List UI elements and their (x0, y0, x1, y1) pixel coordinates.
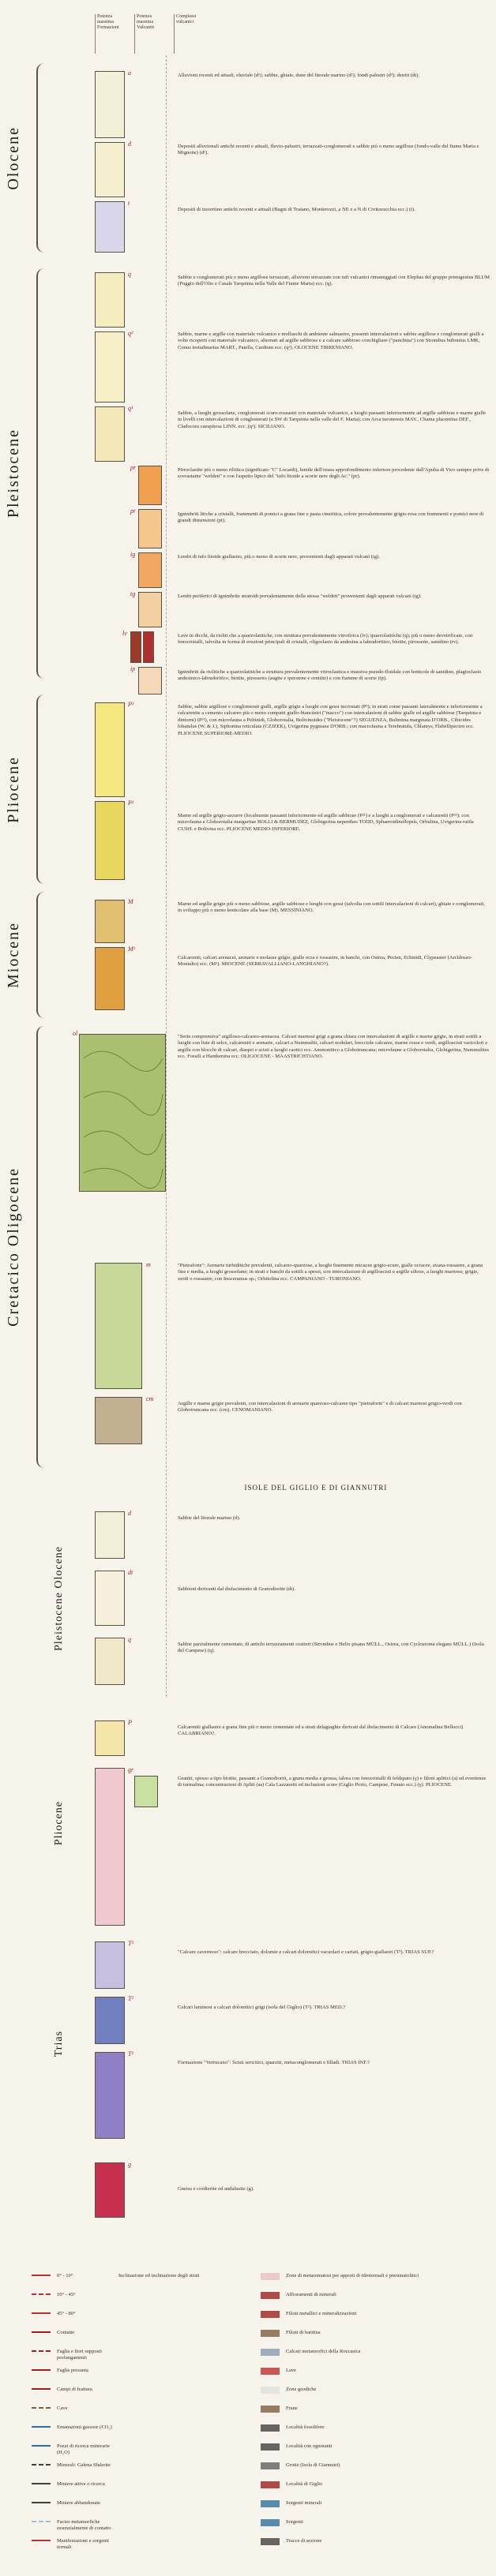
swatch-ig (138, 552, 162, 588)
brace-miocene (36, 892, 47, 1018)
legend-item-label: Faglia presunta (57, 2368, 88, 2373)
legend-item-label: Miniere abbandonate (57, 2500, 101, 2506)
legend-symbol-icon (261, 2500, 280, 2507)
code-q1: q¹ (128, 405, 133, 412)
swatch-isl-dt (95, 1571, 125, 1626)
legend-item-label: Facies metamorfiche essenzialmente di contatto (57, 2519, 111, 2531)
swatch-isl-gneiss (95, 2162, 125, 2218)
code-isl-g: g (128, 2161, 131, 2168)
swatch-isl-t3 (95, 1941, 125, 1989)
swatch-isl-q (95, 1638, 125, 1685)
legend-item-label: 10° - 45° (57, 2292, 76, 2297)
legend-symbol-icon (261, 2387, 280, 2394)
legend-symbol-icon (32, 2293, 51, 2302)
legend-symbol-icon (261, 2311, 280, 2318)
era-small-pleist-olocene: Pleistocene Olocene (53, 1545, 65, 1651)
legend-symbol-icon (261, 2349, 280, 2356)
legend-item-label: Pozzi di ricerca minerarie (H₂O) (57, 2443, 110, 2455)
era-small-pliocene: Pliocene (53, 1800, 65, 1846)
legend-symbol-icon (261, 2273, 280, 2280)
code-pr: pr (130, 464, 137, 471)
swatch-lv2 (143, 631, 154, 663)
desc-isl-t1: Formazione "Verrucano": Scisti sericitici, quarziti, metaconglomerati e filladi. TRIAS INF.? (178, 2060, 370, 2065)
desc-p3: Sabbie, sabbie argillose e conglomerati gialli, argille grigie a luoghi con gessi incrostati (P³); in strati come passanti lateralmente e inferiormente a calcarenite a cemento calcareo più o meno compatti giallo-biancastri ("macco") con intercalazioni di sabbie gialle ed argille sabbiose (Tarquinia e dintorni) (P³²), con microfauna a Peltinidi, Globorotalia, Bolivinoides ("Pleistocene"?) SEGUENZA, Bulimina marginata D'ORB., Cibicides lobatulus (W. & J.), Siphonina reticulata (CZJZEK), Uvigerina pygmaea D'ORB.; con macrofauna a Terebratula, Chlamys, Flabellipecten ecc. PLIOCENE SUPERIORE-MEDIO. (178, 704, 483, 736)
brace-pliocene (36, 695, 47, 884)
legend-symbol-icon (32, 2540, 51, 2548)
code-isl-t1: T¹ (128, 2050, 133, 2057)
swatch-cm (95, 1397, 142, 1444)
legend-item-label: Lave (286, 2368, 296, 2373)
desc-m1: Calcareniti, calcari arenacei, arenarie e molasse grigie, gialle ocra e rossastre, in banchi, con Ostrea, Pecten, Echinidi, Clypeaster (Arcidosso-Montalto) ecc. (M¹). MIOCENE (SERRAVALLIANO-LANGHIANO?). (178, 955, 472, 968)
code-isl-gr: gr (128, 1766, 134, 1773)
code-isl-dt: dt (128, 1569, 133, 1576)
swatch-t (95, 201, 125, 253)
swatch-d (95, 142, 125, 197)
code-m: M (128, 898, 133, 905)
legend-symbol-icon (261, 2443, 280, 2451)
swatch-p3 (95, 702, 125, 797)
swatch-m1 (95, 947, 125, 1010)
legend-symbol-icon (261, 2292, 280, 2299)
code-isl-p: P (128, 1719, 132, 1726)
header-col-complessi: Complessi vulcanici (174, 14, 212, 54)
legend-item-label: Zone geodiche (286, 2387, 317, 2392)
legend-symbol-icon (261, 2406, 280, 2413)
code-p3: P³ (128, 701, 134, 708)
desc-q1: Sabbie, a luoghi grossolane, conglomerati scuro-rossastri con materiale vulcanico, a luoghi passanti inferiormente ad argille sabbiose e marne gialle in livelli con intercalazioni di conglomerati (a SW di Tarquinia nella valle del F. Marta); con Arca turonensis MAY., Chama placentina DEF., Cladocora caespitosa LINN. ecc. (q¹). SICILIANO. (178, 410, 487, 429)
legend-item-label: Località fossilifere (286, 2424, 325, 2430)
swatch-q (95, 272, 125, 328)
flysch-texture (80, 1035, 165, 1191)
code-ip: ip (130, 665, 136, 672)
desc-pr: Pirroclastite più o meno rilittica (significato "C" Locardi), lentile dell'ossea approfondimento inferiore procedente dall'Apulia di Vico sempre prive di sovrastante "weldeti" e con l'aspetto lipico del "tufo litoide a scorie nere degli Ac." (pr). (178, 467, 490, 480)
code-m1: M¹ (128, 945, 136, 953)
legend-symbol-icon (32, 2445, 51, 2454)
legend-item-label: Faglia e fiori supposti prolungamenti (57, 2349, 102, 2361)
legend-symbol-icon (32, 2483, 51, 2492)
brace-oligocene (36, 1026, 47, 1468)
desc-isl-g: Gneiss e cordierite ed andalusite (g). (178, 2186, 254, 2192)
island-section-title: ISOLE DEL GIGLIO E DI GIANNUTRI (244, 1484, 388, 1492)
desc-a: Alluvioni recenti ed attuali, eluviale (d¹); sabbie, ghiaie, dune del litorale marino (d²); fondi palustri (d³); detriti (dt). (178, 73, 420, 78)
desc-q2: Sabbie, marne e argille con materiale vulcanico e molluschi di ambiente salmastro, possenti intercalazioni e sabbie argillose e conglomerati gialli a volte ricoperti con materiale vulcanico, alternati ad argille sabbiose e a calcare sabbioso conchigliare ("panchina") con Strombus bubonius LMK, Conus testudinarius MART., Patella, Cardium ecc. (q²). OLOCENE TIRRENIANO. (178, 331, 484, 350)
legend-item-label: Affioramenti di minerali (286, 2292, 336, 2297)
code-isl-d: d (128, 1510, 131, 1517)
swatch-isl-t2 (95, 1997, 125, 2044)
legend-item-label: Calcari metamorfici della Roccasica (286, 2349, 361, 2354)
legend-symbol-icon (32, 2369, 51, 2378)
code-isl-q: q (128, 1636, 131, 1643)
desc-isl-dt: Sabbioni derivanti dal disfacimento di Granodiorite (dt). (178, 1586, 295, 1592)
code-m-pietraforte: m (146, 1261, 151, 1268)
era-small-trias: Trias (53, 2031, 65, 2057)
legend-header (95, 14, 213, 54)
legend-item-label: Filoni metallici e mineralizzazioni (286, 2311, 357, 2316)
swatch-isl-d (95, 1511, 125, 1559)
era-pliocene: Pliocene (4, 755, 22, 823)
swatch-p2 (95, 801, 125, 880)
code-t: t (128, 200, 130, 207)
legend-item-label: Campi di frattura (57, 2387, 92, 2392)
legend-symbol-icon (261, 2538, 280, 2545)
legend-symbol-icon (261, 2368, 280, 2375)
era-olocene: Olocene (4, 125, 22, 190)
swatch-a (95, 71, 125, 138)
legend-symbol-icon (261, 2424, 280, 2432)
era-cretacico-oligocene: Cretacico Oligocene (4, 1167, 22, 1327)
legend-symbol-icon (32, 2407, 51, 2416)
swatch-isl-t1 (95, 2052, 125, 2139)
swatch-pr (138, 466, 162, 505)
header-col-vulcaniti: Potenza massima Vulcaniti (134, 14, 172, 54)
legend-dip-head: Inclinazione ed inclinazione degli strati (118, 2273, 200, 2278)
legend-item-label: Sorgenti minerali (286, 2500, 322, 2506)
legend-item-label: Minerali: Galena Sfalerite (57, 2462, 111, 2468)
legend-item-label: Località con ognotanti (286, 2443, 333, 2449)
legend-item-label: Emanazioni gassose (CO₂) (57, 2424, 112, 2430)
legend-symbol-icon (32, 2426, 51, 2435)
desc-pt: Ignimbriti litiche a cristalli, frammenti di pomici a grana fine e pasta cineritica, colore prevalentemente grigio-rosa con frammenti e pomici nere di grandi dimensioni (pt). (178, 511, 484, 524)
swatch-ip (138, 667, 162, 695)
legend-symbol-icon (32, 2312, 51, 2321)
legend-item-label: Contatto (57, 2330, 75, 2335)
code-p2: P² (128, 799, 134, 807)
swatch-ol (79, 1034, 166, 1192)
legend-symbol-icon (32, 2464, 51, 2473)
swatch-isl-granite (95, 1768, 125, 1926)
brace-pleistocene (36, 268, 47, 679)
legend-item-label: Grotte (Isola di Giannutri) (286, 2462, 340, 2468)
legend-symbol-icon (261, 2462, 280, 2469)
swatch-isl-aplite (134, 1776, 158, 1807)
desc-tg: Lembi periferici di ignimbrite stratoidi prevalentemente della stessa "weldeti" provenienti dagli apparati vulcani (tg). (178, 593, 422, 599)
desc-p2: Marne ed argille grigio-azzurre (localmente passanti inferiormente ed argille sabbiose (P²¹) e a luoghi a conglomerati e calcareniti (P²²); con microfauna a Globorotalia margaritae BOLLI & BERMUDEZ, Globigerina nepenthes TODD, Sphaeroidinellopsis, Orbulina, Uvigerina rutila CUSH. e Bolivina ecc. PLIOCENE MEDIO-INFERIORE. (178, 813, 474, 832)
legend-item-label: Manifestazioni e sorgenti termali (57, 2538, 109, 2550)
legend-item-label: 0° - 10° (57, 2273, 73, 2278)
code-tg: tg (130, 590, 136, 597)
legend-item-label: Tracce di sezione (286, 2538, 322, 2544)
legend-symbol-icon (261, 2330, 280, 2337)
code-lv: lv (122, 630, 127, 637)
code-q2: q² (128, 330, 133, 337)
desc-ol: "Serie comprensiva" argilloso-calcareo-arenacea. Calcari marnosi grigi a grana chiara con intercalazioni di argille e marne grigie, in strati sottili a luoghi con liste di selce, calcareniti e arenarie, calcari a Nummuliti, calcari nodulari, brecciole calcaree, marne rosse e verdi, argilloscisti varicolori e argille con blocchi di calcari, diaspri e scisti a luoghi caotici ecc. Ammonitico a Globotruncana; microfaune a Globorotalia, Globigerina, Nummulites ecc. Fossili a Hantkenina ecc. OLIGOCENE - MAASTRICHTIANO. (178, 1034, 490, 1060)
desc-t: Depositi di travertino antichi recenti e attuali (Bagni di Traiano, Monterozzi, a NE e a N di Civitavecchia ecc.) (t). (178, 207, 415, 212)
code-isl-t3: T³ (128, 1940, 133, 1947)
legend-symbol-icon (32, 2275, 51, 2283)
swatch-lv1 (130, 631, 141, 663)
code-ig: ig (130, 551, 136, 558)
desc-lv: Lave in dicchi, da rioliti che a quarzolatitiche, con struttura prevalentemente vitrofirica (lv); quarzolatitiche (q); più o meno devetrificate, con fenocristalli, talvolta in forma di eruzioni principali di cristalli, oligoclasio da andesina a labradoritico, biotite, pirosseno, sanidino (rv). (178, 633, 473, 646)
swatch-tg (138, 592, 162, 627)
legend-symbol-icon (32, 2350, 51, 2359)
swatch-q2 (95, 331, 125, 402)
desc-isl-q: Sabbie parzialmente cementate, di antichi terrazzamenti costieri (Strombus e Helix pisana MÜLL., Ostrea, con Cyclostoma elegans MÜLL.) (Isola del Campese) (q). (178, 1642, 484, 1654)
desc-m-pietraforte: "Pietraforte": Arenarie turbiditiche prevalenti, calcareo-quarzose, a luoghi finemente micacee grigio-scure, gialle ocracee, avana-rossastre, a grana fine e media, a luoghi grossolane; in strati e banchi da sottili a spessi, con intercalazioni di argilloscisti e argille siltose, a luoghi marnose, grigie, verdi o rossastre; con Inoceramus sp.; Orbitolina ecc. CAMPANIANO - TURONIANO. (178, 1263, 483, 1282)
legend-symbol-icon (32, 2521, 51, 2529)
legend-item-label: Zone di metasomatosi per apporti di idrotermali e pneumatolitici (286, 2273, 419, 2278)
era-miocene: Miocene (4, 922, 22, 988)
swatch-m-pietraforte (95, 1263, 142, 1389)
desc-ip: Ignimbriti da riolitiche a quarzolatitiche a struttura prevalentemente vitroclastica e massiva pseudo-fluidale con lenticole di sanidino, plagioclasio andesinico-labradoritico, biotite, pirosseno (augite e iperstene e ornitite) e con fiamme di scorie (ip). (178, 669, 482, 682)
swatch-isl-p (95, 1720, 125, 1756)
desc-q: Sabbie e conglomerati più o meno argillose terrazzati, alluvioni terrazzate con tufi vulcanici rimaneggiati con Elephas del gruppo primigenius BLUM (Poggio dell'Olio e Casale Tarquinia nella Valle del Fiume Marta) ecc. (q). (178, 275, 490, 287)
legend-item-label: Cave (57, 2406, 68, 2411)
code-a: a (128, 69, 131, 77)
brace-olocene (36, 63, 47, 253)
desc-d: Depositi alluvionali antichi recenti e attuali, fluvio-palustri, terrazzati-conglomerati e sabbie più o meno argillose (fondo-valle del fiume Marta e Mignone) (d¹). (178, 144, 479, 156)
code-cm: cm (146, 1395, 154, 1402)
legend-item-label: Località di Giglio (286, 2481, 323, 2487)
legend-item-label: Frane (286, 2406, 298, 2411)
legend-symbol-icon (261, 2519, 280, 2526)
desc-ig: Lembi di tufo litoide giallastro, più o meno di scorie nere, provenienti dagli apparati vulcani (ig). (178, 554, 380, 560)
legend-item-label: Sorgenti (286, 2519, 303, 2525)
legend-item-label: Miniere attive o ricerca (57, 2481, 105, 2487)
desc-isl-t3: "Calcare cavernoso": calcare brecciato, dolomie e calcari dolomitici vacuolari e cariati, grigio-giallastri (T³). TRIAS SUP.? (178, 1949, 434, 1955)
desc-m: Marne ed argille grigie più o meno sabbiose, argille sabbiose e luoghi con gessi (talvolta con sottili intercalazioni di calcari), ghiaie e conglomerati, in sviluppo più o meno lenticolare alla base (M). MESSINIANO. (178, 901, 485, 914)
legend-symbol-icon (32, 2502, 51, 2510)
legend-item-label: Filoni di baritina (286, 2330, 321, 2335)
header-col-formazioni: Potenza massima Formazioni (95, 14, 133, 54)
swatch-q1 (95, 406, 125, 462)
code-pt: pt (130, 507, 136, 515)
era-pleistocene: Pleistocene (4, 429, 22, 519)
desc-isl-t2: Calcari luminosi a calcari dolomitici grigi (isola del Giglio) (T²). TRIAS MED.? (178, 2005, 346, 2010)
desc-isl-d: Sabbie del litorale marino (d). (178, 1515, 241, 1521)
desc-cm: Argille e marne grigie prevalenti, con intercalazioni di arenarie quarzoso-calcaree tipo "pietraforte" e di calcari marnosi grigio-verdi con Globotruncana ecc. (cm). CENOMANIANO. (178, 1401, 462, 1413)
code-ol: ol (73, 1030, 78, 1037)
desc-isl-gr: Graniti, spesso a tipo biotite, passanti a Granodioriti, a grana media e grossa, talora con fenocristalli di feldspato (γ) e filoni aplitici (a) ed evenienze di tormalina; concentrazioni di Apliti (as) Cala Lazzaretti ed inclusioni scure (Giglio Porto, Campese, Fenaio ecc.) (γ). PLIOCENE. (178, 1776, 487, 1788)
legend-symbol-icon (32, 2388, 51, 2397)
legend-symbol-icon (32, 2331, 51, 2340)
code-isl-t2: T² (128, 1995, 133, 2002)
divider-line (166, 55, 167, 1697)
code-d: d (128, 140, 131, 148)
swatch-m (95, 900, 125, 943)
legend-symbol-icon (261, 2481, 280, 2488)
code-q: q (128, 271, 131, 278)
legend-item-label: 45° - 80° (57, 2311, 76, 2316)
swatch-pt (138, 509, 162, 549)
desc-isl-p: Calcareniti giallastre a grana fine più o meno cementate ed a strati delagiaghie derivati dal disfacimento di Calcare (Anomalina Bellucci) CALABRIANO?. (178, 1724, 464, 1737)
